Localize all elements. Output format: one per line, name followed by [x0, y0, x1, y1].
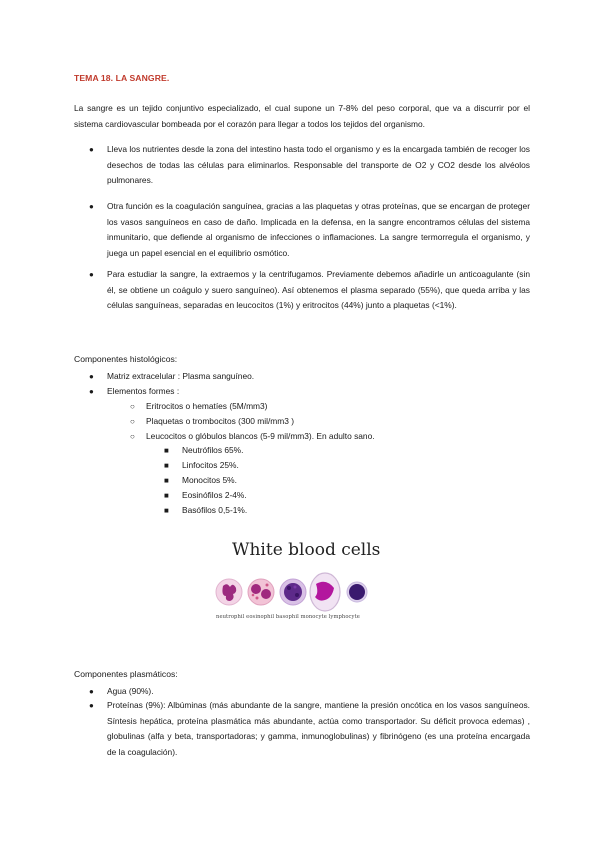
- bullet-mark: ●: [89, 145, 94, 154]
- square-mark: ■: [164, 476, 169, 485]
- bullet-text: Para estudiar la sangre, la extraemos y la centrifugamos. Previamente debemos añadirle un anticoagulante (sin él, se obtiene un coágulo y suero sanguíneo). Así obtenemos el plasma separado (55%), que queda arriba y las células sanguíneas, separadas en leucocitos (1%) y eritrocitos (44%) junto a plaquetas (<1%).: [107, 269, 530, 310]
- list-item-text: Matriz extracelular : Plasma sanguíneo.: [107, 371, 255, 381]
- plasma-item-proteinas: [89, 698, 530, 760]
- leuco-item-text: Eosinófilos 2-4%.: [182, 490, 247, 500]
- leuco-item-neutrofilos: [164, 443, 244, 459]
- list-item-matriz: [89, 369, 255, 385]
- histologic-heading: Componentes histológicos:: [74, 354, 178, 364]
- bullet-item-coagulation: [89, 199, 530, 261]
- list-item-formes: [89, 384, 180, 400]
- bullet-mark: ●: [89, 270, 94, 279]
- leuco-item-text: Monocitos 5%.: [182, 475, 237, 485]
- sub-item-plaquetas: [130, 414, 295, 430]
- bullet-text: Otra función es la coagulación sanguínea, gracias a las plaquetas y otras proteínas, que se encargan de proteger los vasos sanguíneos en caso de daño. Implicada en la defensa, en la sangre encontramos células del sistema inmunitario, que defiende al organismo de infecciones o inflamaciones. La sangre termorregula el organismo, y juega un papel esencial en el equilibrio osmótico.: [107, 201, 530, 258]
- leuco-item-text: Linfocitos 25%.: [182, 460, 239, 470]
- bullet-mark: ●: [89, 387, 94, 396]
- leuco-item-monocitos: [164, 473, 237, 489]
- bullet-mark: ●: [89, 687, 94, 696]
- figure-labels: neutrophil eosinophil basophil monocyte lymphocyte: [216, 614, 360, 620]
- sub-item-text: Leucocitos o glóbulos blancos (5-9 mil/mm3). En adulto sano.: [146, 431, 375, 441]
- sub-item-text: Plaquetas o trombocitos (300 mil/mm3 ): [146, 416, 295, 426]
- list-item-text: Elementos formes :: [107, 386, 180, 396]
- square-mark: ■: [164, 506, 169, 515]
- plasma-item-text: Agua (90%).: [107, 686, 154, 696]
- bullet-mark: ●: [89, 701, 94, 710]
- leuco-item-eosinofilos: [164, 488, 247, 504]
- plasma-item-text: Proteínas (9%): Albúminas (más abundante de la sangre, mantiene la presión oncótica en los vasos sanguíneos. Síntesis hepática, proteína plasmática más abundante, actúa como transportador. Su déficit provoca edemas) , globulinas (alfa y beta, transportadoras; y gamma, inmunoglobulinas) y fibrinógeno (es una proteína encargada de la coagulación).: [107, 700, 530, 757]
- square-mark: ■: [164, 461, 169, 470]
- bullet-mark: ●: [89, 372, 94, 381]
- leuco-item-linfocitos: [164, 458, 239, 474]
- circle-mark: ○: [130, 417, 135, 426]
- bullet-text: Lleva los nutrientes desde la zona del intestino hasta todo el organismo y es la encargada también de recoger los desechos de todas las células para eliminarlos. Responsable del transporte de O2 y CO2 desde los alvéolos pulmonares.: [107, 144, 530, 185]
- leuco-item-text: Basófilos 0,5-1%.: [182, 505, 248, 515]
- bullet-mark: ●: [89, 202, 94, 211]
- lymphocyte-cell: [347, 582, 367, 602]
- square-mark: ■: [164, 446, 169, 455]
- page-title: TEMA 18. LA SANGRE.: [74, 73, 170, 83]
- bullet-item-nutrients: [89, 142, 530, 189]
- bullet-item-centrifuge: [89, 267, 530, 314]
- sub-item-eritrocitos: [130, 399, 268, 415]
- figure-title: White blood cells: [232, 540, 381, 560]
- leuco-item-text: Neutrófilos 65%.: [182, 445, 244, 455]
- circle-mark: ○: [130, 402, 135, 411]
- eosinophil-cell: [248, 579, 274, 605]
- intro-paragraph: La sangre es un tejido conjuntivo especializado, el cual supone un 7-8% del peso corporal, que va a discurrir por el sistema cardiovascular bombeada por el corazón para llegar a todos los tejidos del organismo.: [74, 103, 530, 129]
- sub-item-leucocitos: [130, 429, 375, 445]
- white-blood-cells-figure: [213, 570, 388, 616]
- basophil-cell: [280, 579, 306, 605]
- circle-mark: ○: [130, 432, 135, 441]
- plasma-heading: Componentes plasmáticos:: [74, 669, 178, 679]
- neutrophil-cell: [216, 579, 242, 605]
- monocyte-cell: [310, 573, 340, 611]
- leuco-item-basofilos: [164, 503, 248, 519]
- sub-item-text: Eritrocitos o hematíes (5M/mm3): [146, 401, 268, 411]
- square-mark: ■: [164, 491, 169, 500]
